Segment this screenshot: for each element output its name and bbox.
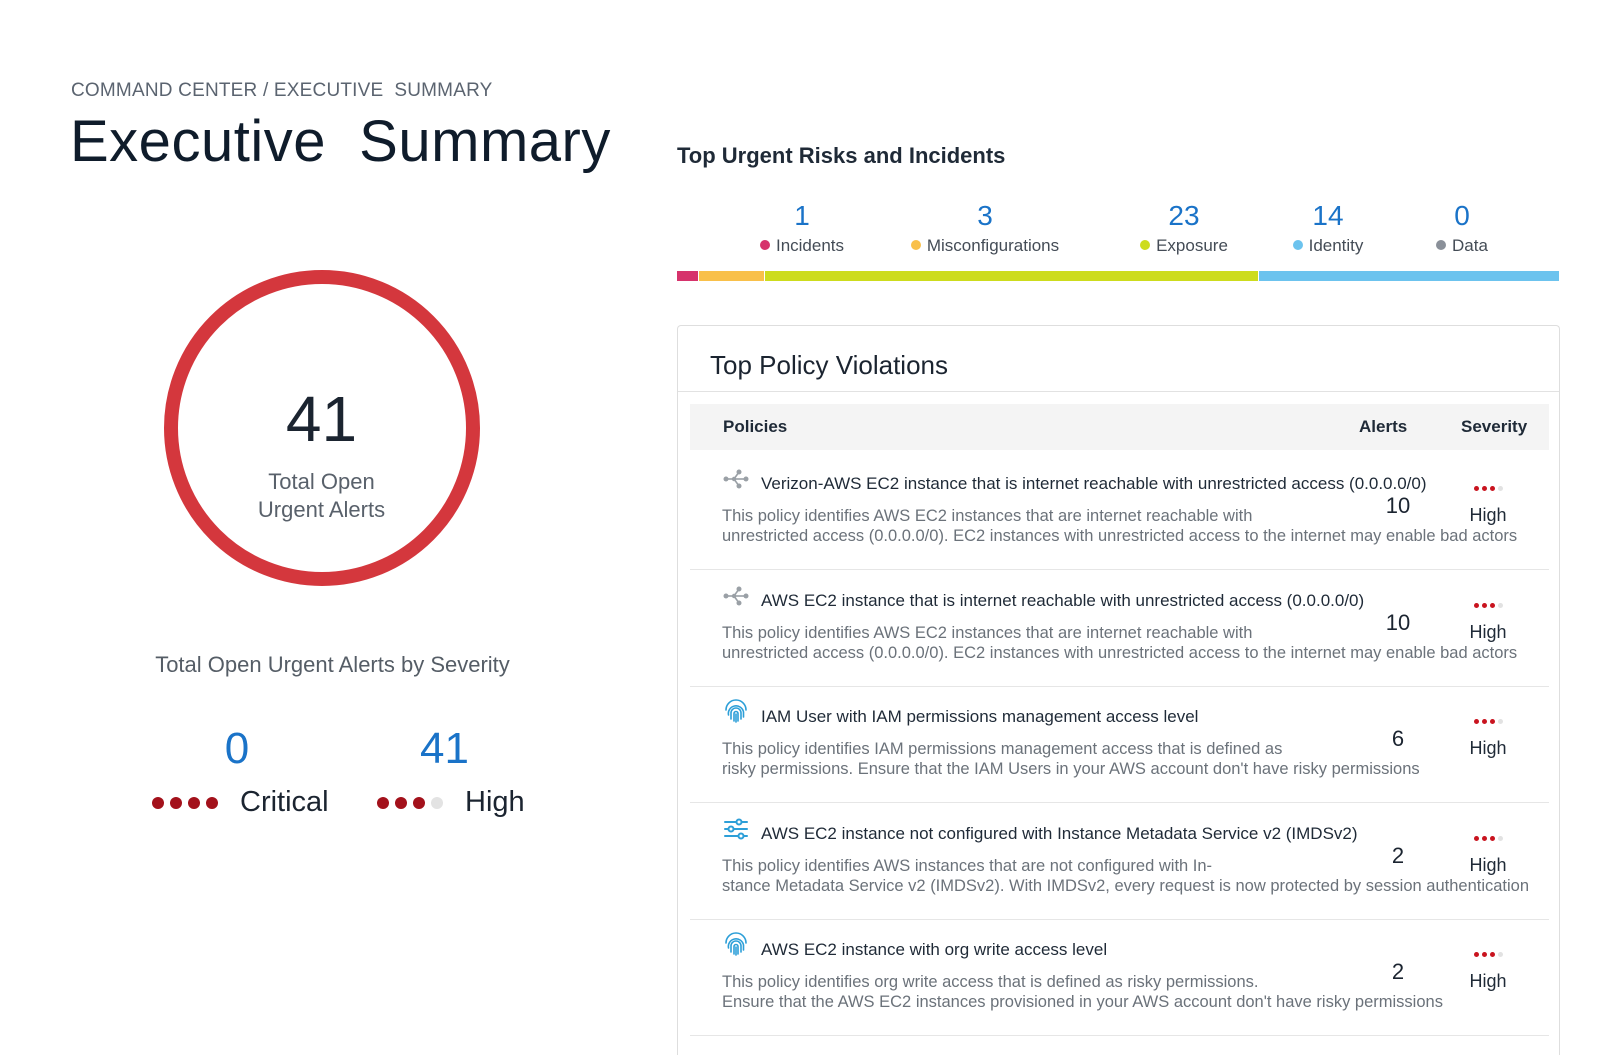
policy-title[interactable]: IAM User with IAM permissions management access level: [761, 707, 1199, 726]
critical-label: Critical: [240, 786, 329, 818]
fingerprint-icon: [722, 934, 750, 956]
policy-description-line-2: stance Metadata Service v2 (IMDSv2). With IMDSv2, every request is now protected by session authentication: [722, 876, 1530, 895]
category-misconfigurations[interactable]: [905, 200, 1065, 256]
policy-severity: [1458, 486, 1518, 526]
breadcrumb-separator: /: [257, 80, 274, 101]
severity-dot-empty: [431, 797, 443, 809]
severity-high-icon: [1458, 603, 1518, 608]
severity-high-icon: [1458, 486, 1518, 491]
policy-description-line-1: This policy identifies AWS instances that are not configured with In-: [722, 856, 1213, 875]
policy-description-line-1: This policy identifies IAM permissions management access that is defined as: [722, 740, 1283, 758]
high-label: High: [465, 786, 525, 818]
severity-dot-filled: [152, 797, 164, 809]
policy-description-line-2: Ensure that the AWS EC2 instances provisioned in your AWS account don't have risky permissions: [722, 993, 1443, 1011]
data-label: Data: [1452, 236, 1488, 255]
page-title: Executive Summary: [70, 109, 611, 174]
severity-dot-filled: [188, 797, 200, 809]
table-row[interactable]: [690, 683, 1549, 803]
risk-bar-segment-misconfigurations[interactable]: [699, 271, 763, 281]
column-policies[interactable]: Policies: [723, 417, 788, 436]
exposure-dot-icon: [1140, 240, 1150, 250]
policy-severity-label: High: [1469, 971, 1507, 991]
fingerprint-icon: [722, 701, 750, 723]
policy-description: [722, 739, 1420, 779]
incidents-dot-icon: [760, 240, 770, 250]
column-alerts[interactable]: Alerts: [1359, 417, 1408, 436]
urgent-risks-title: Top Urgent Risks and Incidents: [677, 143, 1006, 168]
critical-severity-icon: [152, 797, 218, 809]
policy-description-line-2: risky permissions. Ensure that the IAM Users in your AWS account don't have risky permissions: [722, 760, 1420, 778]
total-alerts-ring[interactable]: [164, 270, 500, 606]
policy-severity-label: High: [1469, 621, 1507, 642]
card-divider: [678, 391, 1559, 392]
exposure-count: 23: [1168, 200, 1200, 231]
data-count: 0: [1454, 200, 1470, 231]
policy-alert-count[interactable]: 2: [1391, 842, 1405, 868]
table-row[interactable]: [690, 450, 1549, 570]
total-alerts-caption: [164, 468, 479, 524]
policy-alert-count[interactable]: 10: [1385, 493, 1411, 518]
sliders-icon: [722, 818, 750, 840]
risk-bar-segment-incidents[interactable]: [677, 271, 698, 281]
misconfigurations-count: 3: [977, 200, 993, 231]
policy-severity: [1458, 952, 1518, 992]
policy-description-line-2: unrestricted access (0.0.0.0/0). EC2 instances with unrestricted access to the internet may enable bad actors: [722, 643, 1518, 662]
network-icon: [722, 585, 750, 607]
severity-dot-filled: [395, 797, 407, 809]
caption-line-1: Total Open: [268, 469, 375, 494]
policy-severity-label: High: [1469, 854, 1507, 875]
incidents-count: 1: [794, 200, 810, 231]
incidents-label: Incidents: [775, 236, 845, 255]
severity-high[interactable]: [377, 724, 525, 819]
breadcrumb-command-center[interactable]: COMMAND CENTER: [71, 80, 258, 101]
policy-title[interactable]: Verizon-AWS EC2 instance that is internet reachable with unrestricted access (0.0.0.0/0): [761, 474, 1427, 493]
severity-section-title: Total Open Urgent Alerts by Severity: [155, 652, 510, 677]
table-row[interactable]: [690, 567, 1549, 687]
high-severity-icon: [377, 797, 443, 809]
critical-count: 0: [224, 724, 250, 773]
policy-description-line-1: This policy identifies AWS EC2 instances that are internet reachable with: [722, 507, 1253, 525]
category-identity[interactable]: [1278, 200, 1378, 256]
severity-dot-filled: [413, 797, 425, 809]
identity-label: Identity: [1308, 236, 1364, 255]
category-incidents[interactable]: [742, 200, 862, 256]
severity-high-icon: [1458, 719, 1518, 724]
risk-distribution-bar: [677, 271, 1560, 281]
category-exposure[interactable]: [1124, 200, 1244, 256]
policy-alert-count[interactable]: 6: [1391, 726, 1405, 751]
network-icon: [722, 468, 750, 490]
caption-line-2: Urgent Alerts: [257, 497, 386, 522]
identity-dot-icon: [1293, 240, 1303, 250]
policy-violations-card: [677, 325, 1560, 1055]
misconfigurations-label: Misconfigurations: [926, 236, 1060, 255]
high-count: 41: [420, 724, 469, 773]
policy-severity: [1458, 836, 1518, 876]
policy-description-line-1: This policy identifies AWS EC2 instances that are internet reachable with: [722, 623, 1253, 642]
severity-dot-filled: [206, 797, 218, 809]
exposure-label: Exposure: [1156, 236, 1228, 255]
policy-severity-label: High: [1469, 505, 1507, 525]
category-data[interactable]: [1422, 200, 1502, 256]
table-header: [690, 404, 1549, 450]
severity-high-icon: [1458, 952, 1518, 957]
severity-dot-filled: [170, 797, 182, 809]
breadcrumb: [71, 80, 493, 102]
policy-severity-label: High: [1469, 738, 1507, 758]
policy-severity: [1458, 603, 1518, 643]
policy-alert-count[interactable]: 2: [1391, 959, 1405, 984]
policy-title[interactable]: AWS EC2 instance not configured with Instance Metadata Service v2 (IMDSv2): [761, 823, 1358, 843]
policy-description-line-2: unrestricted access (0.0.0.0/0). EC2 instances with unrestricted access to the internet may enable bad actors: [722, 527, 1518, 545]
misconfigurations-dot-icon: [911, 240, 921, 250]
severity-critical[interactable]: [152, 724, 329, 819]
policy-alert-count[interactable]: 10: [1385, 609, 1411, 635]
table-row[interactable]: [690, 916, 1549, 1036]
column-severity[interactable]: Severity: [1461, 417, 1528, 436]
policy-title[interactable]: AWS EC2 instance that is internet reachable with unrestricted access (0.0.0.0/0): [761, 590, 1365, 610]
risk-bar-segment-exposure[interactable]: [765, 271, 1258, 281]
policy-description: [722, 972, 1443, 1012]
policy-description-line-1: This policy identifies org write access that is defined as risky permissions.: [722, 973, 1259, 991]
data-dot-icon: [1436, 240, 1446, 250]
severity-dot-filled: [377, 797, 389, 809]
policy-title[interactable]: AWS EC2 instance with org write access level: [761, 940, 1108, 959]
identity-count: 14: [1312, 200, 1344, 231]
table-row[interactable]: [690, 800, 1549, 920]
risk-bar-segment-identity[interactable]: [1259, 271, 1559, 281]
policy-violations-title: Top Policy Violations: [710, 350, 948, 380]
policy-severity: [1458, 719, 1518, 759]
severity-high-icon: [1458, 836, 1518, 841]
total-alerts-count: 41: [285, 383, 358, 455]
breadcrumb-executive-summary: EXECUTIVE SUMMARY: [273, 80, 493, 101]
